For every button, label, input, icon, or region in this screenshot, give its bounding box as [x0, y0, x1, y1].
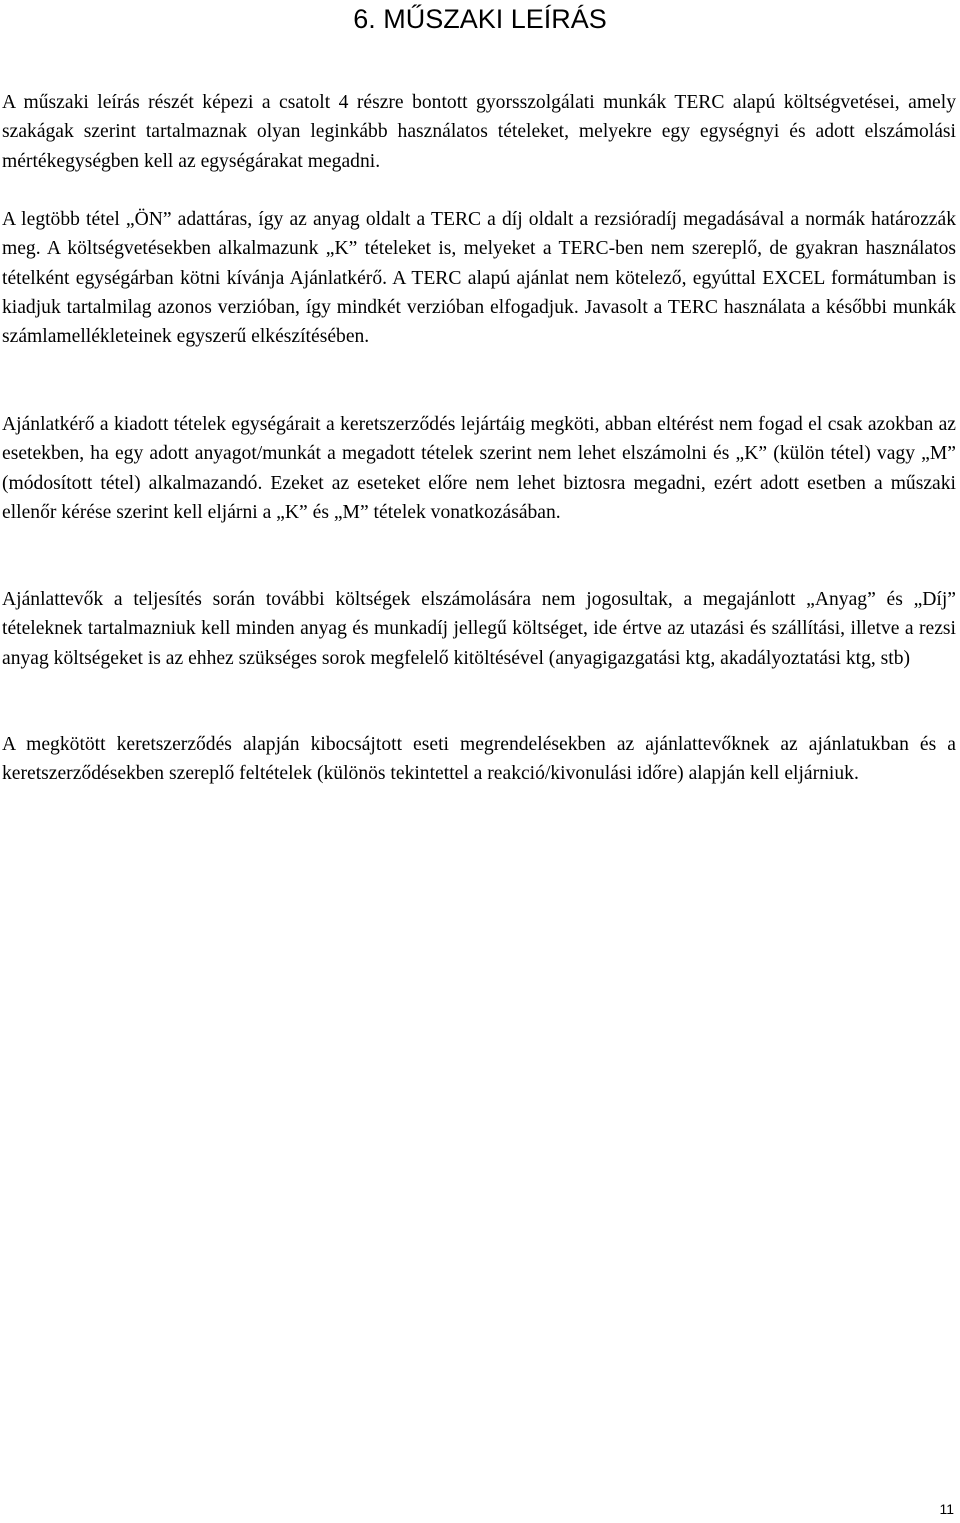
paragraph-1: A műszaki leírás részét képezi a csatolt 4 részre bontott gyorsszolgálati munkák TERC alapú költségvetései, amely szakágak szerint tartalmaznak olyan leginkább használatos tételeket, melyekre egy egységnyi és adott elszámolási mértékegységben kell az egységárakat megadni. [2, 92, 956, 172]
page-number: 11 [939, 1501, 954, 1517]
page-title: 6. MŰSZAKI LEÍRÁS [353, 4, 607, 34]
paragraph-4: Ajánlattevők a teljesítés során további költségek elszámolására nem jogosultak, a megajánlott „Anyag” és „Díj” tételeknek tartalmazniuk kell minden anyag és munkadíj jellegű költséget, ide értve az utazási és szállítási, illetve a rezsi anyag költségeket is az ehhez szükséges sorok megfelelő kitöltésével (anyagigazgatási ktg, akadályoztatási ktg, stb) [2, 589, 956, 669]
paragraph-2: A legtöbb tétel „ÖN” adattáras, így az anyag oldalt a TERC a díj oldalt a rezsióradíj megadásával a normák határozzák meg. A költségvetésekben alkalmazunk „K” tételeket is, melyeket a TERC-ben nem szereplő, de gyakran használatos tételként egységárban kötni kívánja Ajánlatkérő. A TERC alapú ajánlat nem kötelező, egyúttal EXCEL formátumban is kiadjuk tartalmilag azonos verzióban, így mindkét verzióban elfogadjuk. Javasolt a TERC használata a későbbi munkák számlamellékleteinek egyszerű elkészítésében. [2, 209, 956, 348]
paragraph-3: Ajánlatkérő a kiadott tételek egységárait a keretszerződés lejártáig megköti, abban eltérést nem fogad el csak azokban az esetekben, ha egy adott anyagot/munkát a megadott tételek szerint nem lehet elszámolni és „K” (külön tétel) vagy „M” (módosított tétel) alkalmazandó. Ezeket az eseteket előre nem lehet biztosra megadni, ezért adott esetben a műszaki ellenőr kérése szerint kell eljárni a „K” és „M” tételek vonatkozásában. [2, 414, 956, 523]
paragraph-5: A megkötött keretszerződés alapján kibocsájtott eseti megrendelésekben az ajánlattevőknek az ajánlatukban és a keretszerződésekben szereplő feltételek (különös tekintettel a reakció/kivonulási időre) alapján kell eljárniuk. [2, 734, 956, 785]
